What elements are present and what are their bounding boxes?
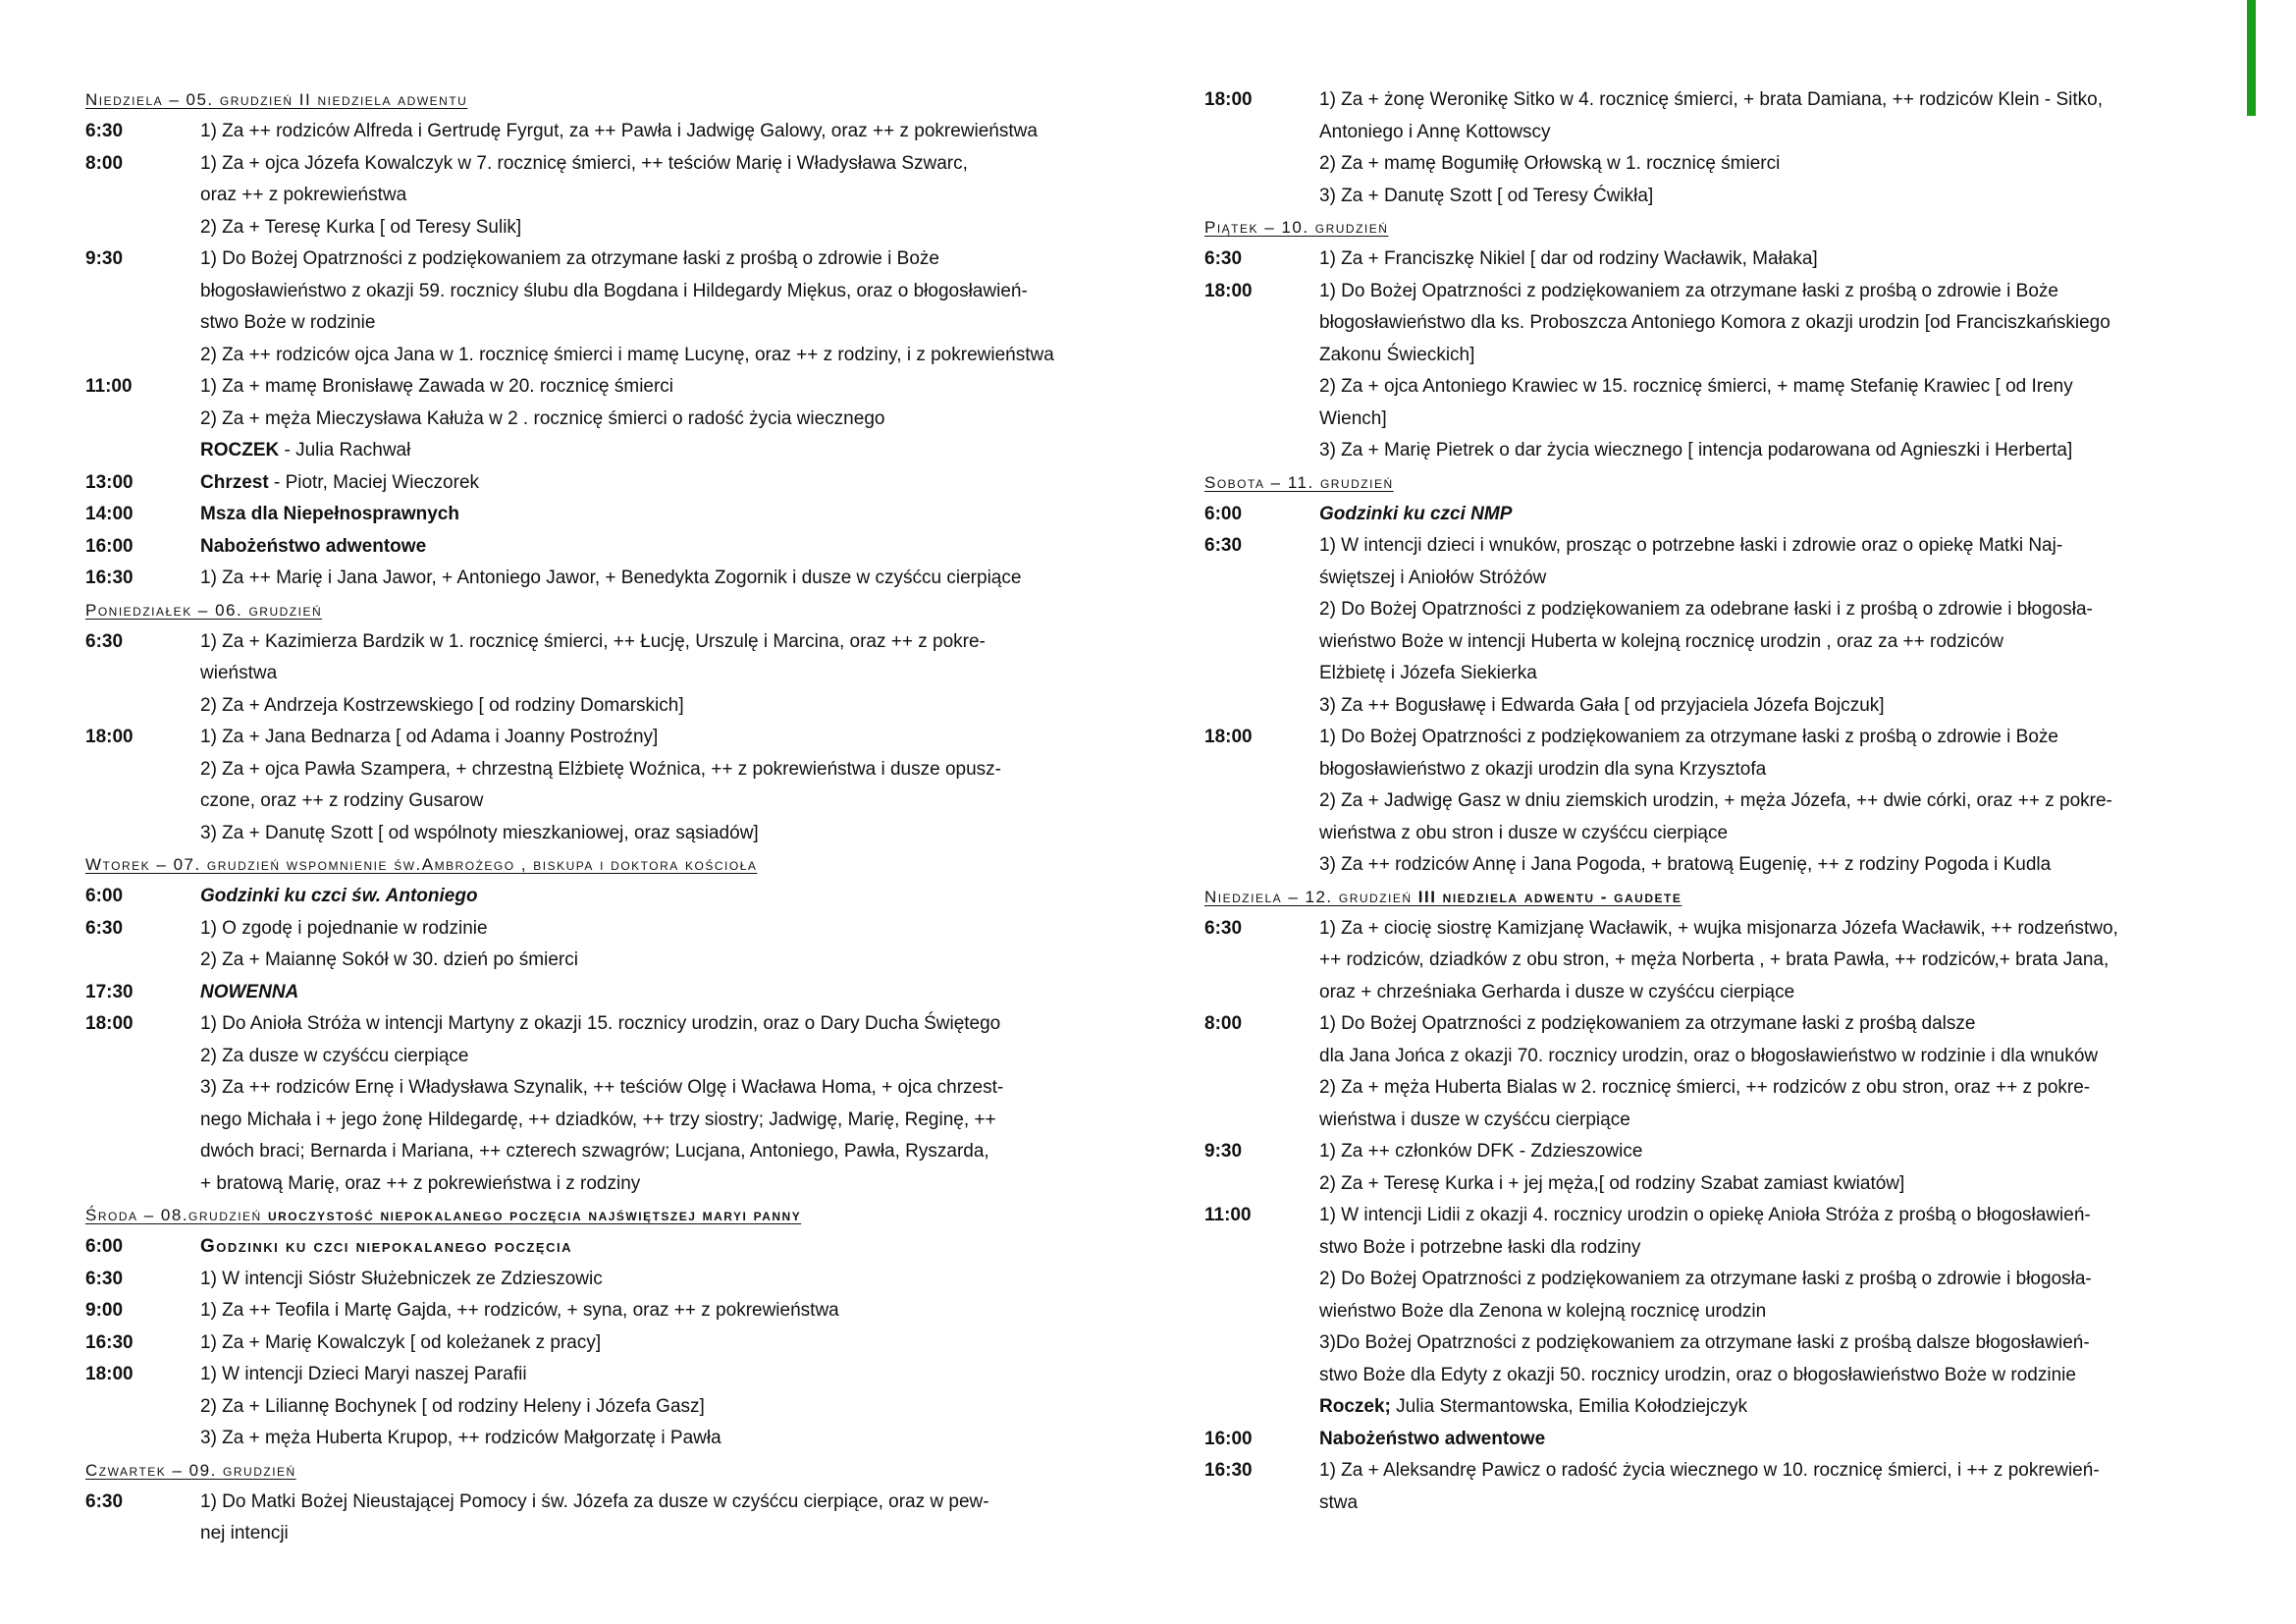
intention-text: błogosławieństwo z okazji 59. rocznicy ślubu dla Bogdana i Hildegardy Miękus, oraz o błogosławień- — [200, 280, 1028, 301]
intention-line — [200, 499, 1106, 531]
intention-text: 2) Za dusze w czyśćcu cierpiące — [200, 1045, 469, 1066]
intention-line — [200, 1359, 1106, 1391]
intention-line — [200, 1072, 1106, 1105]
day-section — [1204, 84, 2225, 212]
day-heading — [85, 1455, 1106, 1487]
day-section — [85, 84, 1106, 595]
mass-intentions — [1319, 530, 2225, 722]
intention-line — [1319, 626, 2225, 659]
intention-text-rest: - Julia Rachwał — [279, 440, 411, 460]
mass-time: 6:30 — [85, 121, 124, 141]
intention-text: 1) Do Bożej Opatrzności z podziękowaniem za otrzymane łaski z prośbą o zdrowie i Boże — [1319, 280, 2058, 301]
intention-line — [200, 1391, 1106, 1424]
intention-text: 1) Za ++ rodziców Alfreda i Gertrudę Fyrgut, za ++ Pawła i Jadwigę Galowy, oraz ++ z pokrewieństwa — [200, 121, 1038, 141]
intention-text: Elżbietę i Józefa Siekierka — [1319, 663, 1537, 683]
intention-line — [1319, 1455, 2225, 1488]
intention-text: ROCZEK — [200, 440, 280, 460]
intention-text: nej intencji — [200, 1523, 289, 1543]
mass-time: 18:00 — [1204, 89, 1253, 110]
mass-time: 14:00 — [85, 504, 133, 524]
intention-text: 1) Do Anioła Stróża w intencji Martyny z okazji 15. rocznicy urodzin, oraz o Dary Ducha Świętego — [200, 1013, 1001, 1034]
intention-text: oraz + chrześniaka Gerharda i dusze w czyśćcu cierpiące — [1319, 981, 1795, 1002]
intention-text: 3) Za ++ Bogusławę i Edwarda Gała [ od przyjaciela Józefa Bojczuk] — [1319, 694, 1885, 716]
intention-line — [200, 307, 1106, 340]
intention-text: świętszej i Aniołów Stróżów — [1319, 567, 1547, 588]
intention-text: Msza dla Niepełnosprawnych — [200, 504, 459, 524]
intention-line — [1319, 148, 2225, 181]
intention-line — [1319, 276, 2225, 308]
day-section — [85, 1455, 1106, 1550]
mass-intentions — [200, 244, 1106, 371]
intention-text: 3) Za + męża Huberta Krupop, ++ rodziców Małgorzatę i Pawła — [200, 1428, 721, 1448]
day-heading-text: Piątek – 10. grudzień — [1204, 218, 1389, 237]
mass-intentions — [200, 467, 1106, 500]
intention-line — [1319, 1168, 2225, 1201]
intention-line — [200, 467, 1106, 500]
intention-text: Roczek; — [1319, 1396, 1391, 1417]
intention-text: + bratową Marię, oraz ++ z pokrewieństwa i z rodziny — [200, 1172, 641, 1194]
intention-text: ++ rodziców, dziadków z obu stron, + męża Norberta , + brata Pawła, ++ rodziców,+ brata Jana, — [1319, 949, 2109, 970]
day-heading-text: Sobota – 11. grudzień — [1204, 472, 1394, 492]
mass-time: 13:00 — [85, 471, 133, 493]
mass-time: 6:30 — [85, 1268, 124, 1289]
mass-time: 6:00 — [1204, 503, 1243, 524]
intention-text: wieństwa i dusze w czyśćcu cierpiące — [1319, 1109, 1630, 1130]
mass-intentions — [200, 1327, 1106, 1360]
intention-text: 1) Za ++ Teofila i Martę Gajda, ++ rodziców, + syna, oraz ++ z pokrewieństwa — [200, 1300, 839, 1321]
intention-text: Nabożeństwo adwentowe — [200, 535, 427, 557]
intention-text: 2) Za + ojca Pawła Szampera, + chrzestną Elżbietę Woźnica, ++ z pokrewieństwa i dusze opusz- — [200, 758, 1001, 780]
intention-line — [200, 945, 1106, 977]
mass-entry — [1204, 1200, 2225, 1424]
intention-text: wieństwo Boże w intencji Huberta w kolejną rocznicę urodzin , oraz za ++ rodziców — [1319, 630, 2003, 652]
mass-time: 18:00 — [85, 1364, 133, 1384]
mass-entry — [85, 1295, 1106, 1327]
day-section — [1204, 212, 2225, 467]
mass-intentions — [200, 913, 1106, 977]
intention-line — [200, 276, 1106, 308]
mass-intentions — [200, 531, 1106, 564]
day-heading — [1204, 212, 2225, 244]
intention-line — [1319, 307, 2225, 340]
intention-text: 3) Za + Marię Pietrek o dar życia wiecznego [ intencja podarowana od Agnieszki i Herberta] — [1319, 440, 2073, 460]
mass-time: 6:30 — [1204, 917, 1243, 939]
mass-time: 16:00 — [85, 535, 133, 557]
intention-text: 1) Za + Franciszkę Nikiel [ dar od rodziny Wacławik, Małaka] — [1319, 248, 1818, 269]
intention-text: 1) Za + Aleksandrę Pawicz o radość życia wiecznego w 10. rocznicę śmierci, i ++ z pokrewień- — [1319, 1460, 2100, 1481]
intention-line — [200, 1136, 1106, 1168]
mass-time: 17:30 — [85, 981, 133, 1002]
mass-intentions — [200, 1008, 1106, 1200]
mass-intentions — [200, 977, 1106, 1009]
mass-time: 18:00 — [1204, 727, 1253, 747]
intention-line — [1319, 499, 2225, 531]
intention-text: 1) Za ++ członków DFK - Zdzieszowice — [1319, 1141, 1643, 1162]
mass-time: 9:30 — [85, 248, 124, 269]
intention-text: 2) Za + męża Mieczysława Kałuża w 2 . rocznicę śmierci o radość życia wiecznego — [200, 407, 885, 429]
intention-text: 2) Za + męża Huberta Bialas w 2. rocznicę śmierci, ++ rodziców z obu stron, oraz ++ z pokre- — [1319, 1077, 2091, 1098]
intention-line — [1319, 530, 2225, 563]
intention-text: Antoniego i Annę Kottowscy — [1319, 121, 1551, 142]
intention-line — [1319, 404, 2225, 436]
mass-entry — [85, 531, 1106, 564]
intention-line — [1319, 1200, 2225, 1232]
intention-text: 2) Za + ojca Antoniego Krawiec w 15. rocznicę śmierci, + mamę Stefanię Krawiec [ od Ireny — [1319, 376, 2073, 397]
mass-intentions — [1319, 913, 2225, 1009]
intention-text: NOWENNA — [200, 981, 299, 1002]
intention-line — [1319, 340, 2225, 372]
mass-entry — [85, 881, 1106, 913]
mass-time: 6:30 — [85, 1490, 124, 1512]
intention-text: oraz ++ z pokrewieństwa — [200, 185, 407, 205]
intention-line — [200, 785, 1106, 818]
mass-intentions — [1319, 244, 2225, 276]
mass-entry — [1204, 1136, 2225, 1200]
intention-text: 1) W intencji Lidii z okazji 4. rocznicy urodzin o opiekę Anioła Stróża z prośbą o błogosławień- — [1319, 1205, 2091, 1225]
day-section — [85, 1200, 1106, 1455]
intention-text: dla Jana Jońca z okazji 70. rocznicy urodzin, oraz o błogosławieństwo w rodzinie i dla wnuków — [1319, 1045, 2099, 1066]
intention-line — [200, 913, 1106, 946]
intention-line — [200, 244, 1106, 276]
intention-text: 1) Za ++ Marię i Jana Jawor, + Antoniego Jawor, + Benedykta Zogornik i dusze w czyśćcu cierpiące — [200, 568, 1022, 588]
mass-intentions — [1319, 1424, 2225, 1456]
mass-intentions — [200, 1359, 1106, 1455]
mass-time: 9:00 — [85, 1300, 124, 1321]
mass-time: 18:00 — [85, 727, 133, 747]
intention-text: 2) Za + Liliannę Bochynek [ od rodziny Heleny i Józefa Gasz] — [200, 1395, 705, 1417]
mass-entry — [85, 913, 1106, 977]
mass-time: 8:00 — [85, 152, 124, 174]
mass-intentions — [1319, 84, 2225, 212]
day-section — [1204, 467, 2225, 882]
day-heading-text: Niedziela – 12. grudzień — [1204, 887, 1413, 906]
mass-time: 6:30 — [85, 630, 124, 652]
mass-entry — [1204, 913, 2225, 1009]
mass-intentions — [200, 116, 1106, 148]
mass-entry — [85, 1264, 1106, 1296]
mass-time: 18:00 — [85, 1013, 133, 1034]
mass-intentions — [1319, 722, 2225, 882]
intention-text: 2) Za + Maiannę Sokół w 30. dzień po śmierci — [200, 949, 578, 970]
intention-line — [1319, 722, 2225, 754]
mass-time: 16:00 — [1204, 1428, 1253, 1449]
intention-text: 2) Do Bożej Opatrzności z podziękowaniem za otrzymane łaski z prośbą o zdrowie i błogosła- — [1319, 1269, 2092, 1289]
mass-entry — [1204, 1424, 2225, 1456]
intention-text: 2) Do Bożej Opatrzności z podziękowaniem za odebrane łaski i z prośbą o zdrowie i błogosła- — [1319, 599, 2093, 620]
intention-line — [200, 1105, 1106, 1137]
mass-intentions — [200, 1231, 1106, 1264]
intention-line — [1319, 563, 2225, 595]
intention-line — [1319, 1296, 2225, 1328]
intention-line — [200, 371, 1106, 404]
intention-line — [1319, 117, 2225, 149]
mass-intentions — [1319, 1008, 2225, 1136]
intention-text: 2) Za ++ rodziców ojca Jana w 1. rocznicę śmierci i mamę Lucynę, oraz ++ z rodziny, i z pokrewieństwa — [200, 344, 1054, 365]
mass-entry — [85, 499, 1106, 531]
intention-text: wieństwa — [200, 663, 278, 683]
mass-intentions — [1319, 1455, 2225, 1519]
mass-time: 6:00 — [85, 886, 124, 906]
intention-text: 2) Za + Andrzeja Kostrzewskiego [ od rodziny Domarskich] — [200, 694, 684, 716]
day-heading — [85, 595, 1106, 626]
intention-line — [1319, 181, 2225, 213]
intention-text: 2) Za + Teresę Kurka [ od Teresy Sulik] — [200, 216, 522, 238]
intention-line — [200, 1327, 1106, 1360]
day-section — [1204, 882, 2225, 1520]
intention-line — [200, 340, 1106, 372]
intention-text: 1) W intencji Sióstr Służebniczek ze Zdzieszowic — [200, 1268, 603, 1289]
intention-line — [1319, 1041, 2225, 1073]
intention-line — [200, 116, 1106, 148]
intention-line — [200, 531, 1106, 564]
mass-entry — [85, 977, 1106, 1009]
intention-text: 3) Za ++ rodziców Annę i Jana Pogoda, + bratową Eugenię, ++ z rodziny Pogoda i Kudla — [1319, 854, 2052, 875]
mass-intentions — [200, 1295, 1106, 1327]
day-heading — [85, 84, 1106, 116]
mass-entry — [1204, 244, 2225, 276]
intention-text: 1) Za + Jana Bednarza [ od Adama i Joanny Postroźny] — [200, 727, 659, 747]
intention-text: Godzinki ku czci NMP — [1319, 503, 1513, 524]
day-heading — [85, 1200, 1106, 1231]
mass-entry — [1204, 1008, 2225, 1136]
mass-time: 16:30 — [1204, 1460, 1253, 1481]
intention-text: czone, oraz ++ z rodziny Gusarow — [200, 790, 484, 811]
mass-entry — [85, 116, 1106, 148]
intention-line — [200, 658, 1106, 690]
intention-text: stwo Boże w rodzinie — [200, 312, 376, 333]
intention-line — [200, 1518, 1106, 1550]
day-heading-text: Wtorek – 07. grudzień wspomnienie św.Ambrożego , biskupa i doktora kościoła — [85, 855, 758, 874]
mass-intentions — [200, 371, 1106, 467]
intention-line — [200, 1295, 1106, 1327]
intention-text: 1) Do Bożej Opatrzności z podziękowaniem za otrzymane łaski z prośbą dalsze — [1319, 1013, 1976, 1034]
day-heading-text: Niedziela – 05. grudzień II niedziela adwentu — [85, 90, 468, 109]
mass-entry — [85, 148, 1106, 244]
intention-line — [1319, 913, 2225, 946]
intention-text: 2) Za + Jadwigę Gasz w dniu ziemskich urodzin, + męża Józefa, ++ dwie córki, oraz ++ z pokre- — [1319, 790, 2112, 811]
intention-line — [200, 1008, 1106, 1041]
mass-entry — [1204, 84, 2225, 212]
mass-entry — [1204, 722, 2225, 882]
intention-text: 2) Za + mamę Bogumiłę Orłowską w 1. rocznicę śmierci — [1319, 153, 1781, 174]
day-heading — [1204, 467, 2225, 499]
mass-intentions — [1319, 1200, 2225, 1424]
intention-text: błogosławieństwo z okazji urodzin dla syna Krzysztofa — [1319, 758, 1767, 780]
intention-text: dwóch braci; Bernarda i Mariana, ++ czterech szwagrów; Lucjana, Antoniego, Pawła, Ryszarda, — [200, 1141, 989, 1162]
intention-line — [200, 1487, 1106, 1519]
intention-line — [1319, 977, 2225, 1009]
intention-line — [1319, 658, 2225, 690]
day-heading-feast: III niedziela adwentu - gaudete — [1412, 887, 1682, 906]
intention-text: Godzinki ku czci św. Antoniego — [200, 886, 478, 906]
mass-entry — [1204, 530, 2225, 722]
day-section — [85, 849, 1106, 1200]
mass-time: 16:30 — [85, 1331, 133, 1353]
intention-text: Zakonu Świeckich] — [1319, 344, 1475, 365]
intention-line — [200, 977, 1106, 1009]
left-column — [85, 84, 1106, 1550]
intention-text: wieństwo Boże dla Zenona w kolejną rocznicę urodzin — [1319, 1300, 1767, 1322]
mass-intentions — [200, 148, 1106, 244]
mass-time: 8:00 — [1204, 1013, 1243, 1034]
intention-line — [1319, 435, 2225, 467]
intention-line — [1319, 1232, 2225, 1265]
mass-entry — [1204, 1455, 2225, 1519]
intention-line — [1319, 1391, 2225, 1424]
intention-text: 1) Za + ojca Józefa Kowalczyk w 7. rocznicę śmierci, ++ teściów Marię i Władysława Szwarc, — [200, 152, 968, 174]
mass-time: 16:30 — [85, 568, 133, 588]
intention-line — [1319, 1424, 2225, 1456]
intention-text: wieństwa z obu stron i dusze w czyśćcu cierpiące — [1319, 822, 1729, 843]
intention-line — [1319, 818, 2225, 850]
intention-text: 1) O zgodę i pojednanie w rodzinie — [200, 917, 488, 939]
intention-line — [1319, 690, 2225, 723]
intention-line — [200, 754, 1106, 786]
intention-line — [200, 1423, 1106, 1455]
mass-intentions — [1319, 1136, 2225, 1200]
intention-text: 2) Za + Teresę Kurka i + jej męża,[ od rodziny Szabat zamiast kwiatów] — [1319, 1172, 1905, 1194]
mass-time: 11:00 — [1204, 1205, 1252, 1225]
intention-text: 1) Do Matki Bożej Nieustającej Pomocy i św. Józefa za dusze w czyśćcu cierpiące, oraz w pew- — [200, 1490, 989, 1512]
intention-line — [1319, 754, 2225, 786]
mass-time: 18:00 — [1204, 280, 1253, 301]
mass-time: 6:30 — [85, 917, 124, 939]
day-heading-text: Poniedziałek – 06. grudzień — [85, 600, 323, 620]
intention-line — [1319, 945, 2225, 977]
intention-line — [200, 212, 1106, 244]
intention-text: Nabożeństwo adwentowe — [1319, 1428, 1546, 1449]
mass-time: 6:30 — [1204, 535, 1243, 556]
intention-text: 3)Do Bożej Opatrzności z podziękowaniem za otrzymane łaski z prośbą dalsze błogosławień- — [1319, 1332, 2090, 1353]
intention-line — [1319, 371, 2225, 404]
mass-entry — [85, 371, 1106, 467]
intention-line — [1319, 785, 2225, 818]
intention-line — [1319, 594, 2225, 626]
mass-entry — [85, 1231, 1106, 1264]
mass-intentions — [200, 881, 1106, 913]
mass-intentions — [200, 1264, 1106, 1296]
intention-text: błogosławieństwo dla ks. Proboszcza Antoniego Komora z okazji urodzin [od Franciszkańskiego — [1319, 312, 2110, 333]
mass-intentions — [200, 1487, 1106, 1550]
day-heading — [85, 849, 1106, 881]
intention-text: stwo Boże dla Edyty z okazji 50. rocznicy urodzin, oraz o błogosławieństwo Boże w rodzinie — [1319, 1364, 2076, 1385]
intention-line — [200, 722, 1106, 754]
intention-line — [1319, 244, 2225, 276]
intention-text: 1) Za + żonę Weronikę Sitko w 4. rocznicę śmierci, + brata Damiana, ++ rodziców Klein - Sitko, — [1319, 89, 2103, 110]
intention-text: 1) W intencji dzieci i wnuków, prosząc o potrzebne łaski i zdrowie oraz o opiekę Matki Naj- — [1319, 535, 2063, 556]
intention-line — [200, 1231, 1106, 1264]
intention-line — [200, 626, 1106, 659]
intention-line — [200, 1041, 1106, 1073]
intention-line — [200, 180, 1106, 212]
intention-line — [200, 690, 1106, 723]
mass-entry — [85, 626, 1106, 723]
intention-text: nego Michała i + jego żonę Hildegardę, ++ dziadków, ++ trzy siostry; Jadwigę, Marię, Reginę, ++ — [200, 1109, 996, 1130]
day-heading-text: Czwartek – 09. grudzień — [85, 1460, 296, 1480]
mass-entry — [85, 563, 1106, 595]
intention-text: 1) Do Bożej Opatrzności z podziękowaniem za otrzymane łaski z prośbą o zdrowie i Boże — [1319, 727, 2058, 747]
intention-line — [1319, 1327, 2225, 1360]
intention-text: stwa — [1319, 1491, 1359, 1513]
intention-text-rest: - Piotr, Maciej Wieczorek — [268, 471, 480, 493]
intention-line — [1319, 1008, 2225, 1041]
intention-text: stwo Boże i potrzebne łaski dla rodziny — [1319, 1236, 1641, 1258]
mass-intentions — [200, 722, 1106, 849]
intention-line — [1319, 1488, 2225, 1520]
intention-line — [1319, 1105, 2225, 1137]
intention-text-rest: Julia Stermantowska, Emilia Kołodziejczyk — [1390, 1396, 1748, 1417]
intention-line — [200, 1264, 1106, 1296]
mass-time: 11:00 — [85, 376, 133, 397]
intention-text: Chrzest — [200, 471, 269, 493]
right-column — [1204, 84, 2225, 1519]
intention-text: 3) Za + Danutę Szott [ od Teresy Ćwikła] — [1319, 185, 1654, 206]
mass-entry — [85, 1008, 1106, 1200]
mass-entry — [85, 244, 1106, 371]
intention-text: 1) W intencji Dzieci Maryi naszej Parafii — [200, 1364, 527, 1384]
mass-entry — [85, 1359, 1106, 1455]
mass-time: 9:30 — [1204, 1141, 1243, 1162]
intention-line — [1319, 1072, 2225, 1105]
mass-entry — [1204, 276, 2225, 467]
intention-text: 3) Za ++ rodziców Ernę i Władysława Szynalik, ++ teściów Olgę i Wacława Homa, + ojca chrzest- — [200, 1077, 1004, 1098]
mass-intentions — [200, 499, 1106, 531]
intention-line — [1319, 1264, 2225, 1296]
mass-intentions — [1319, 276, 2225, 467]
mass-intentions — [200, 626, 1106, 723]
intention-line — [200, 563, 1106, 595]
mass-intentions — [200, 563, 1106, 595]
intention-line — [200, 1168, 1106, 1201]
mass-entry — [85, 722, 1106, 849]
day-heading-feast: uroczystość niepokalanego poczęcia najświętszej maryi panny — [261, 1206, 802, 1224]
intention-text: Godzinki ku czci niepokalanego poczęcia — [200, 1236, 572, 1257]
green-accent-bar — [2247, 0, 2256, 116]
day-heading-text: Środa – 08.grudzień — [85, 1206, 262, 1224]
intention-text: 1) Za + ciocię siostrę Kamizjanę Wacławik, + wujka misjonarza Józefa Wacławik, ++ rodzeństwo, — [1319, 917, 2118, 939]
intention-text: 3) Za + Danutę Szott [ od wspólnoty mieszkaniowej, oraz sąsiadów] — [200, 822, 759, 843]
mass-entry — [1204, 499, 2225, 531]
intention-line — [200, 435, 1106, 467]
day-heading — [1204, 882, 2225, 913]
intention-line — [200, 818, 1106, 850]
intention-line — [1319, 1360, 2225, 1392]
mass-intentions — [1319, 499, 2225, 531]
intention-text: 1) Za + mamę Bronisławę Zawada w 20. rocznicę śmierci — [200, 376, 674, 397]
day-section — [85, 595, 1106, 850]
intention-text: Wiench] — [1319, 407, 1387, 429]
intention-text: 1) Do Bożej Opatrzności z podziękowaniem za otrzymane łaski z prośbą o zdrowie i Boże — [200, 248, 939, 269]
mass-entry — [85, 1487, 1106, 1550]
intention-text: 1) Za + Marię Kowalczyk [ od koleżanek z pracy] — [200, 1331, 602, 1353]
intention-text: 1) Za + Kazimierza Bardzik w 1. rocznicę śmierci, ++ Łucję, Urszulę i Marcina, oraz ++ z pokre- — [200, 630, 986, 652]
mass-entry — [85, 467, 1106, 500]
intention-line — [1319, 1136, 2225, 1168]
intention-line — [200, 404, 1106, 436]
intention-line — [1319, 849, 2225, 882]
intention-line — [200, 881, 1106, 913]
mass-entry — [85, 1327, 1106, 1360]
intention-line — [1319, 84, 2225, 117]
mass-time: 6:00 — [85, 1236, 124, 1257]
intention-line — [200, 148, 1106, 181]
mass-time: 6:30 — [1204, 248, 1243, 269]
